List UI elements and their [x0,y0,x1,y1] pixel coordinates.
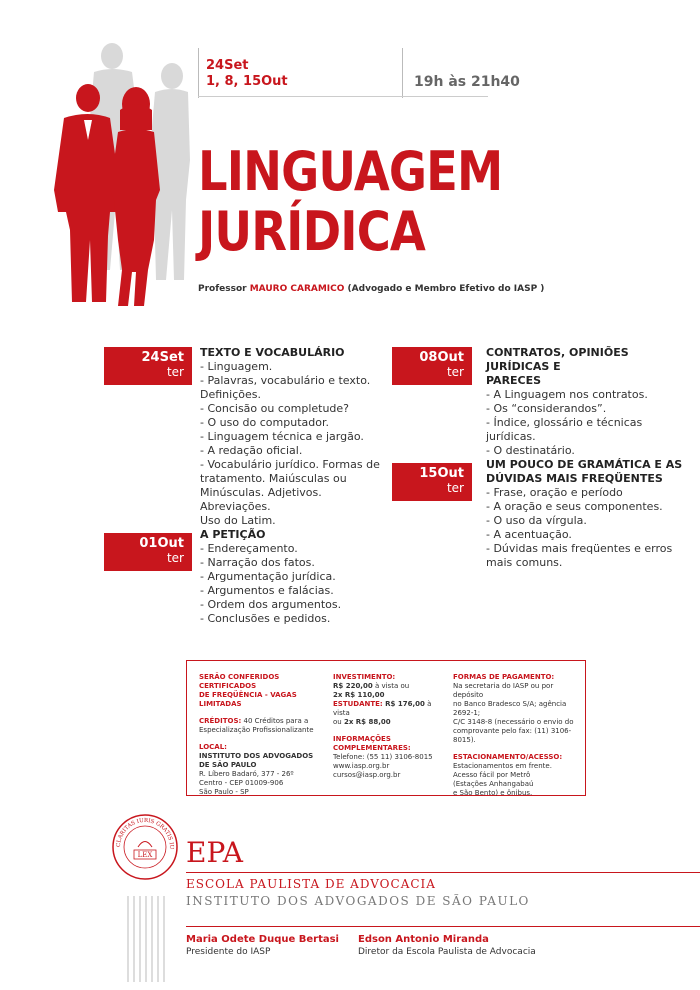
pagamento-text-3: C/C 3148-8 (necessário o envio do [453,718,574,726]
session-item: jurídicas. [486,430,536,443]
title-line2: JURÍDICA [198,200,425,263]
estacionamento-text-4: e São Bento) e ônibus. [453,789,533,797]
complementares-heading-2: COMPLEMENTARES: [333,744,411,752]
seal-motto: CLARITAS IURIS GRATIS IU [115,817,175,850]
session-date-badge [104,533,192,571]
session-weekday: ter [446,365,464,379]
signature-role: Presidente do IASP [186,947,271,957]
cert-heading-2: DE FREQÜÊNCIA - VAGAS LIMITADAS [199,691,297,708]
pagamento-text-4: comprovante pelo fax: (11) 3106-8015). [453,727,572,744]
session-title: A PETIÇÃO [200,528,266,541]
price-full-note: à vista ou [372,682,410,690]
complementares-heading-1: INFORMAÇÕES [333,735,391,743]
local-address-3: São Paulo - SP [199,788,249,796]
signature-role: Diretor da Escola Paulista de Advocacia [358,947,536,957]
session-date: 08Out [419,350,464,365]
session-title: PARECES [486,374,542,387]
epa-logo-text: EPA [186,836,243,869]
session-item: - A Linguagem nos contratos. [486,388,648,401]
footer-divider [186,926,700,927]
signature-name: Maria Odete Duque Bertasi [186,934,339,945]
session-peticao [200,528,386,626]
session-item: - Linguagem técnica e jargão. [200,430,364,443]
info-box [186,660,586,796]
session-weekday: ter [446,481,464,495]
session-item: - A acentuação. [486,528,572,541]
session-date-badge [392,347,472,385]
session-title: CONTRATOS, OPINIÕES JURÍDICAS E [486,346,629,373]
session-item: - Concisão ou completude? [200,402,350,415]
session-item: - A redação oficial. [200,444,303,457]
session-texto-vocabulario [200,346,386,528]
investimento-heading: INVESTIMENTO: [333,673,396,681]
creditos-text: 40 Créditos para a [241,717,309,725]
session-item: - Palavras, vocabulário e texto. [200,374,371,387]
cert-heading-1: SERÃO CONFERIDOS CERTIFICADOS [199,673,280,690]
estacionamento-text-3: (Estações Anhangabaú [453,780,534,788]
session-date-badge [392,463,472,501]
student-installment: 2x R$ 88,00 [343,718,391,726]
session-date: 01Out [139,536,184,551]
local-address-2: Centro - CEP 01009-906 [199,779,284,787]
local-heading: LOCAL: [199,743,227,751]
pagamento-text-2: no Banco Bradesco S/A; agência 2692-1; [453,700,567,717]
session-item: - Os “considerandos”. [486,402,607,415]
contact-phone: Telefone: (55 11) 3106-8015 [333,753,433,761]
local-name-1: INSTITUTO DOS ADVOGADOS [199,752,314,760]
epa-divider [186,872,700,873]
estacionamento-text-1: Estacionamentos em frente. [453,762,552,770]
course-dates [206,58,288,90]
session-item: - Índice, glossário e técnicas [486,416,643,429]
signature-name: Edson Antonio Miranda [358,934,489,945]
creditos-text-2: Especialização Profissionalizante [199,726,314,734]
lex-seal-logo [112,814,178,880]
session-item: - Ordem dos argumentos. [200,598,342,611]
seal-lex: LEX [137,851,153,859]
student-installment-prefix: ou [333,718,344,726]
professor-line [198,284,544,294]
creditos-heading: CRÉDITOS: [199,717,242,725]
iasp-full-name: INSTITUTO DOS ADVOGADOS DE SÃO PAULO [186,894,530,908]
pagamento-heading: FORMAS DE PAGAMENTO: [453,673,555,681]
professor-name: MAURO CARAMICO [249,284,345,294]
student-price-note: à vista [333,700,432,717]
session-item: - O uso da vírgula. [486,514,587,527]
session-item: - Dúvidas mais freqüentes e erros [486,542,673,555]
signature-director [358,934,536,957]
student-price: R$ 176,00 [382,700,425,708]
course-dates-line1: 24Set [206,58,249,73]
info-col-left [199,673,327,797]
session-item: Uso do Latim. [200,514,276,527]
student-label: ESTUDANTE: [333,700,383,708]
session-item: - Endereçamento. [200,542,298,555]
page-title [198,142,502,262]
session-date-badge [104,347,192,385]
session-item: - Argumentação jurídica. [200,570,336,583]
session-item: Definições. [200,388,261,401]
price-installment: 2x R$ 110,00 [333,691,385,699]
session-weekday: ter [166,365,184,379]
session-weekday: ter [166,551,184,565]
title-line1: LINGUAGEM [198,140,503,203]
estacionamento-heading: ESTACIONAMENTO/ACESSO: [453,753,563,761]
session-item: - Vocabulário jurídico. Formas de [200,458,380,471]
contact-email[interactable]: cursos@iasp.org.br [333,771,401,779]
columns-ornament [124,896,166,982]
session-item: - Frase, oração e período [486,486,623,499]
session-item: Minúsculas. Adjetivos. Abreviações. [200,486,322,513]
session-title: TEXTO E VOCABULÁRIO [200,346,345,359]
session-item: - Linguagem. [200,360,273,373]
session-item: - Narração dos fatos. [200,556,315,569]
header-divider-right [402,48,403,98]
epa-full-name: ESCOLA PAULISTA DE ADVOCACIA [186,877,436,891]
session-gramatica [486,458,686,570]
contact-website[interactable]: www.iasp.org.br [333,762,390,770]
session-item: - Argumentos e falácias. [200,584,334,597]
session-title: UM POUCO DE GRAMÁTICA E AS [486,458,683,471]
local-name-2: DE SÃO PAULO [199,761,257,769]
price-full: R$ 220,00 [333,682,373,690]
session-title: DÚVIDAS MAIS FREQÜENTES [486,472,663,485]
session-contratos [486,346,686,458]
session-item: - O destinatário. [486,444,575,457]
signature-president [186,934,339,957]
info-col-middle [333,673,445,780]
session-date: 24Set [141,350,184,365]
estacionamento-text-2: Acesso fácil por Metrô [453,771,531,779]
professor-prefix: Professor [198,284,250,294]
session-item: tratamento. Maiúsculas ou [200,472,347,485]
session-date: 15Out [419,466,464,481]
session-item: - A oração e seus componentes. [486,500,663,513]
session-item: - O uso do computador. [200,416,329,429]
course-time: 19h às 21h40 [414,74,520,90]
info-col-right [453,673,581,798]
course-dates-line2: 1, 8, 15Out [206,74,288,89]
local-address-1: R. Líbero Badaró, 377 - 26º [199,770,294,778]
professor-suffix: (Advogado e Membro Efetivo do IASP ) [344,284,545,294]
session-item: - Conclusões e pedidos. [200,612,331,625]
people-silhouette-illustration [40,40,190,310]
header-divider-left [198,48,199,98]
header-underline [198,96,488,97]
session-item: mais comuns. [486,556,563,569]
pagamento-text-1: Na secretaria do IASP ou por depósito [453,682,554,699]
